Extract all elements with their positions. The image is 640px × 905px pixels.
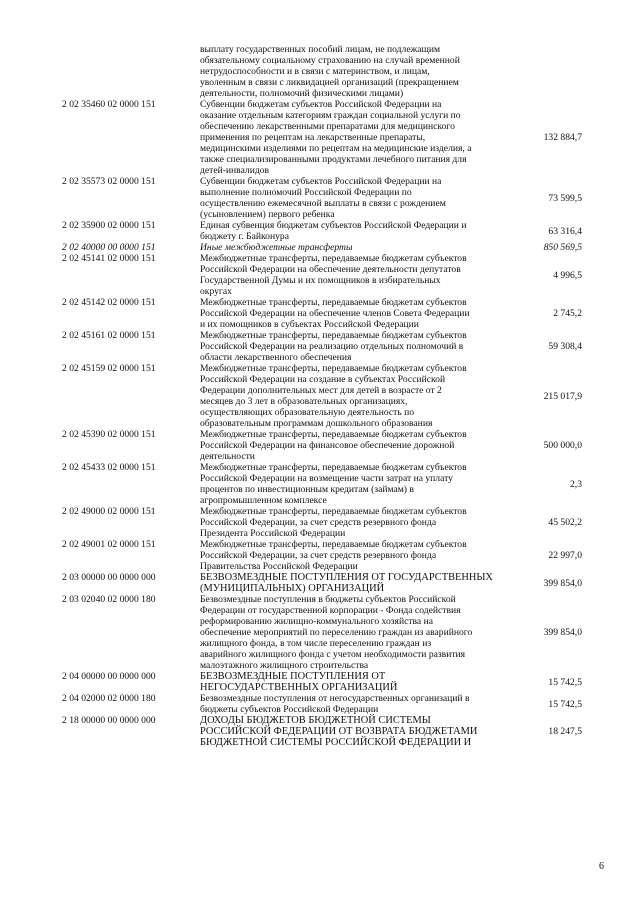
budget-code: 2 03 00000 00 0000 000 [62,572,156,583]
amount-value: 22 997,0 [548,550,582,561]
revenue-description: Межбюджетные трансферты, передаваемые бюджетам субъектов Российской Федерации, за счет средств резервного фонда Правительства Российской Федерации [200,539,467,572]
amount-value [518,44,582,99]
table-row [62,506,582,539]
revenue-table [62,44,582,748]
amount-value: 399 854,0 [543,627,582,638]
budget-code: 2 02 49001 02 0000 151 [62,539,156,550]
budget-code: 2 02 35460 02 0000 151 [62,99,156,110]
table-row [62,220,582,242]
table-row [62,671,582,693]
budget-code: 2 02 45390 02 0000 151 [62,429,156,440]
table-row [62,242,582,253]
budget-code: 2 02 45433 02 0000 151 [62,462,156,473]
amount-value: 500 000,0 [543,440,582,451]
budget-code: 2 04 00000 00 0000 000 [62,671,156,682]
revenue-description: Единая субвенция бюджетам субъектов Российской Федерации и бюджету г. Байконура [200,220,467,242]
revenue-description: Межбюджетные трансферты, передаваемые бюджетам субъектов Российской Федерации на возмещение части затрат на уплату процентов по инвестиционным кредитам (займам) в агропромышленном комплексе [200,462,467,506]
budget-code: 2 04 02000 02 0000 180 [62,693,156,704]
amount-value: 15 742,5 [548,676,582,688]
revenue-description: выплату государственных пособий лицам, не подлежащим обязательному социальному страхованию на случай временной нетрудоспособности и в связи с материнством, и лицам, уволенным в связи с ликвидацией организаций (прекращением деятельности, полномочий физическими лицами) [200,44,460,99]
table-row [62,572,582,594]
budget-code: 2 02 45141 02 0000 151 [62,253,156,264]
table-row [62,253,582,297]
revenue-description: Межбюджетные трансферты, передаваемые бюджетам субъектов Российской Федерации на обеспечение деятельности депутатов Государственной Думы и их помощников в избирательных округах [200,253,467,297]
revenue-description: Иные межбюджетные трансферты [200,242,353,253]
revenue-description: Безвозмездные поступления от негосударственных организаций в бюджеты субъектов Российской Федерации [200,693,470,715]
amount-value: 73 599,5 [548,192,582,204]
amount-value: 45 502,2 [548,517,582,528]
table-row [62,330,582,363]
revenue-description: БЕЗВОЗМЕЗДНЫЕ ПОСТУПЛЕНИЯ ОТ ГОСУДАРСТВЕННЫХ (МУНИЦИПАЛЬНЫХ) ОРГАНИЗАЦИЙ [200,572,493,594]
table-row [62,176,582,220]
amount-value: 132 884,7 [543,132,582,143]
revenue-description: Межбюджетные трансферты, передаваемые бюджетам субъектов Российской Федерации на создание в субъектах Российской Федерации дополнительных мест для детей в возрасте от 2 месяцев до 3 лет в образовательных организациях, осуществляющих образовательную деятельность по образовательным программам дошкольного образования [200,363,467,429]
budget-code: 2 18 00000 00 0000 000 [62,715,156,726]
amount-value: 2 745,2 [553,308,582,319]
table-row [62,594,582,671]
amount-value: 63 316,4 [548,225,582,237]
revenue-description: Межбюджетные трансферты, передаваемые бюджетам субъектов Российской Федерации на обеспечение членов Совета Федерации и их помощников в субъектах Российской Федерации [200,297,470,330]
table-row [62,693,582,715]
budget-code: 2 02 45159 02 0000 151 [62,363,156,374]
budget-code: 2 02 45142 02 0000 151 [62,297,156,308]
budget-code: 2 03 02040 02 0000 180 [62,594,156,605]
amount-value: 215 017,9 [543,390,582,402]
page-number: 6 [599,861,604,872]
budget-code: 2 02 49000 02 0000 151 [62,506,156,517]
revenue-description: Субвенции бюджетам субъектов Российской Федерации на оказание отдельным категориям граждан социальной услуги по обеспечению лекарственными препаратами для медицинского применения по рецептам на лекарственные препараты, медицинскими изделиями по рецептам на медицинские изделия, а также специализированными продуктами лечебного питания для детей-инвалидов [200,99,472,176]
revenue-description: Субвенции бюджетам субъектов Российской Федерации на выполнение полномочий Российской Федерации по осуществлению ежемесячной выплаты в связи с рождением (усыновлением) первого ребенка [200,176,446,220]
budget-code: 2 02 45161 02 0000 151 [62,330,156,341]
revenue-description: Безвозмездные поступления в бюджеты субъектов Российской Федерации от государственной корпорации - Фонда содействия реформированию жилищно-коммунального хозяйства на обеспечение мероприятий по переселению граждан из аварийного жилищного фонда, в том числе переселению граждан из аварийного жилищного фонда с учетом необходимости развития малоэтажного жилищного строительства [200,594,473,671]
table-row [62,539,582,572]
amount-value: 15 742,5 [548,698,582,710]
budget-code: 2 02 35573 02 0000 151 [62,176,156,187]
table-row [62,363,582,429]
amount-value: 2,3 [570,478,582,490]
revenue-description: Межбюджетные трансферты, передаваемые бюджетам субъектов Российской Федерации, за счет средств резервного фонда Президента Российской Федерации [200,506,467,539]
table-row [62,715,582,748]
revenue-description: БЕЗВОЗМЕЗДНЫЕ ПОСТУПЛЕНИЯ ОТ НЕГОСУДАРСТВЕННЫХ ОРГАНИЗАЦИЙ [200,671,398,693]
table-row [62,462,582,506]
amount-value: 18 247,5 [548,726,582,737]
revenue-description: Межбюджетные трансферты, передаваемые бюджетам субъектов Российской Федерации на реализацию отдельных полномочий в области лекарственного обеспечения [200,330,467,363]
amount-value: 850 569,5 [543,242,582,253]
table-row [62,99,582,176]
amount-value: 399 854,0 [543,577,582,589]
amount-value: 4 996,5 [553,269,582,281]
budget-code: 2 02 40000 00 0000 151 [62,242,156,253]
table-row [62,297,582,330]
revenue-description: Межбюджетные трансферты, передаваемые бюджетам субъектов Российской Федерации на финансовое обеспечение дорожной деятельности [200,429,467,462]
table-row [62,429,582,462]
table-row [62,44,582,99]
revenue-description: ДОХОДЫ БЮДЖЕТОВ БЮДЖЕТНОЙ СИСТЕМЫ РОССИЙСКОЙ ФЕДЕРАЦИИ ОТ ВОЗВРАТА БЮДЖЕТАМИ БЮДЖЕТНОЙ СИСТЕМЫ РОССИЙСКОЙ ФЕДЕРАЦИИ И [200,715,478,748]
budget-code: 2 02 35900 02 0000 151 [62,220,156,231]
amount-value: 59 308,4 [548,341,582,352]
